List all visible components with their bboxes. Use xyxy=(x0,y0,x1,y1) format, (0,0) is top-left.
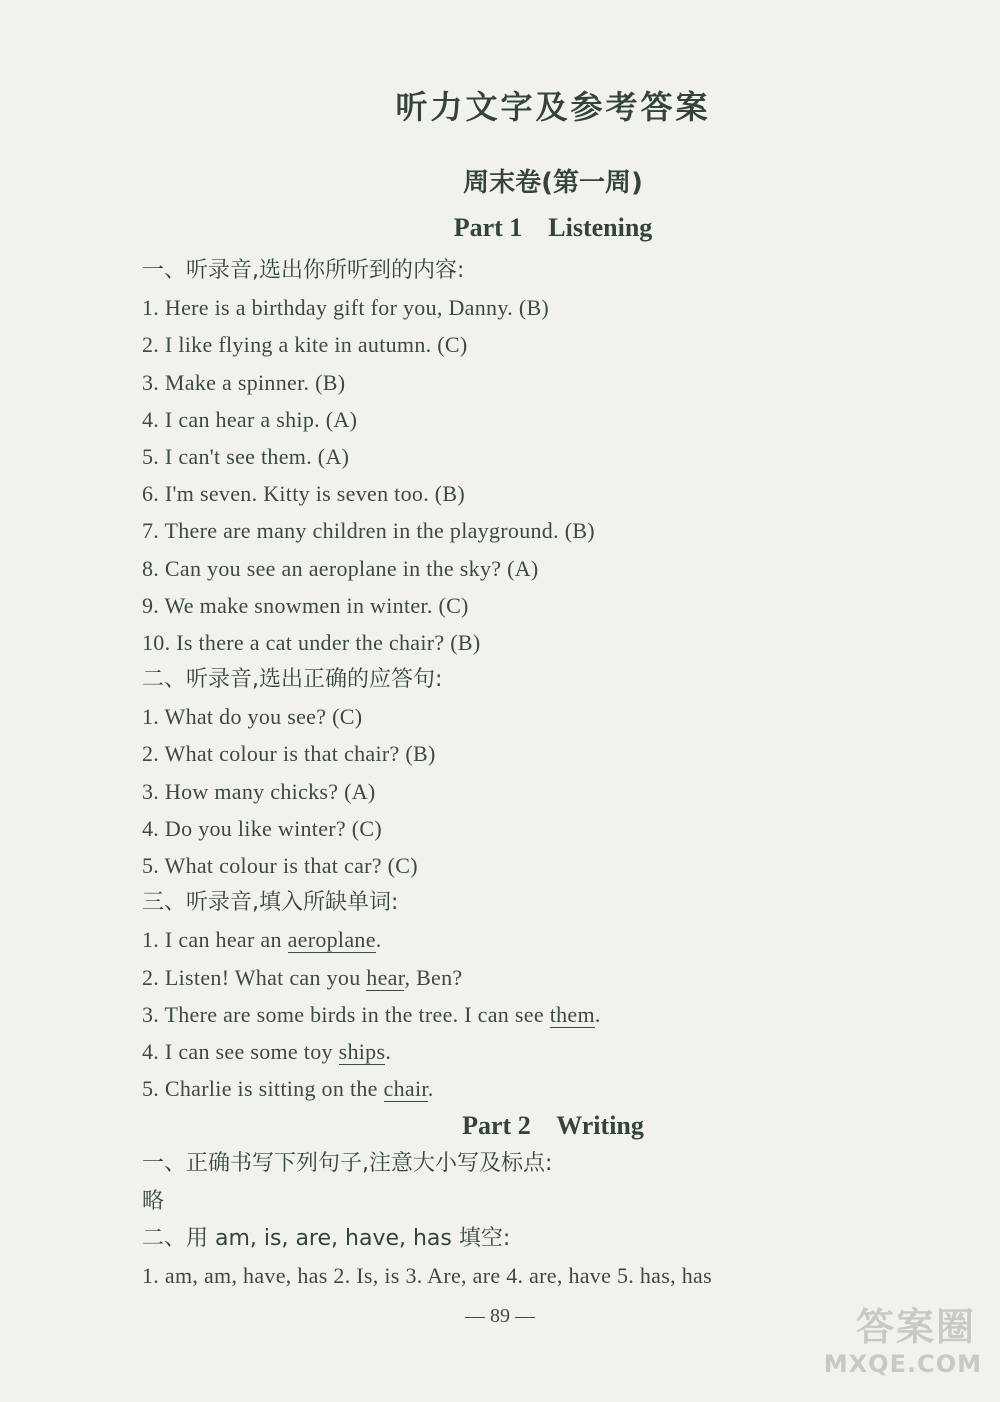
answer-line: 4. Do you like winter? (C) xyxy=(142,815,382,841)
answer-line: 1. What do you see? (C) xyxy=(142,704,363,730)
answer-line: 略 xyxy=(142,1188,165,1214)
part1-heading: Part 1 Listening xyxy=(453,213,653,242)
answer-line: 5. What colour is that car? (C) xyxy=(142,853,418,878)
section-heading: 二、听录音,选出正确的应答句: xyxy=(142,667,443,693)
sentence-text: , Ben? xyxy=(404,964,463,990)
fill-blank-line xyxy=(142,1033,942,1070)
filled-answer: chair xyxy=(383,1076,428,1102)
filled-answer: aeroplane xyxy=(287,927,376,953)
answer-line: 8. Can you see an aeroplane in the sky? (A) xyxy=(142,555,539,581)
answer-line: 5. I can't see them. (A) xyxy=(142,443,350,469)
answer-line: 2. What colour is that chair? (B) xyxy=(142,741,436,767)
answer-content xyxy=(142,252,942,1294)
fill-blank-line xyxy=(142,996,942,1033)
sentence-text: . xyxy=(594,1001,601,1027)
answer-line: 3. Make a spinner. (B) xyxy=(142,369,346,395)
sentence-text: . xyxy=(385,1038,392,1064)
sentence-text: 1. I can hear an xyxy=(142,927,288,953)
sentence-text: 5. Charlie is sitting on the xyxy=(142,1076,384,1102)
sentence-text: 4. I can see some toy xyxy=(142,1038,339,1064)
sentence-text: . xyxy=(375,927,382,953)
sentence-text: 3. There are some birds in the tree. I can see xyxy=(142,1001,550,1027)
fill-blank-line xyxy=(142,921,942,958)
page-title: 听力文字及参考答案 xyxy=(395,88,711,126)
watermark-url: MXQE.COM xyxy=(823,1350,982,1378)
answer-line: 3. How many chicks? (A) xyxy=(142,778,376,804)
page-subtitle: 周末卷(第一周) xyxy=(463,168,643,198)
answer-line: 7. There are many children in the playground. (B) xyxy=(142,518,595,544)
section-heading: 三、听录音,填入所缺单词: xyxy=(142,890,399,916)
fill-blank-line xyxy=(142,959,942,996)
filled-answer: them xyxy=(549,1001,595,1027)
filled-answer: hear xyxy=(366,964,405,990)
part2-heading-row xyxy=(142,1107,942,1145)
watermark-logo xyxy=(782,1296,982,1392)
answer-line: 9. We make snowmen in winter. (C) xyxy=(142,592,469,618)
watermark-text: 答案圈 xyxy=(855,1305,976,1349)
part2-heading: Part 2 Writing xyxy=(462,1111,644,1141)
sentence-text: 2. Listen! What can you xyxy=(142,964,367,990)
answer-line: 6. I'm seven. Kitty is seven too. (B) xyxy=(142,481,466,507)
section-heading: 一、正确书写下列句子,注意大小写及标点: xyxy=(142,1151,553,1177)
answer-line: 4. I can hear a ship. (A) xyxy=(142,406,358,432)
answer-line: 1. am, am, have, has 2. Is, is 3. Are, are 4. are, have 5. has, has xyxy=(142,1262,712,1288)
section-heading: 二、用 am, is, are, have, has 填空: xyxy=(142,1225,511,1251)
answer-line: 10. Is there a cat under the chair? (B) xyxy=(142,629,481,655)
answer-line: 2. I like flying a kite in autumn. (C) xyxy=(142,332,468,358)
section-heading: 一、听录音,选出你所听到的内容: xyxy=(142,258,465,283)
page-number: — 89 — xyxy=(465,1305,535,1327)
fill-blank-line xyxy=(142,1070,942,1107)
answer-line: 1. Here is a birthday gift for you, Danny. (B) xyxy=(142,295,550,321)
sentence-text: . xyxy=(427,1076,434,1102)
filled-answer: ships xyxy=(338,1038,386,1064)
